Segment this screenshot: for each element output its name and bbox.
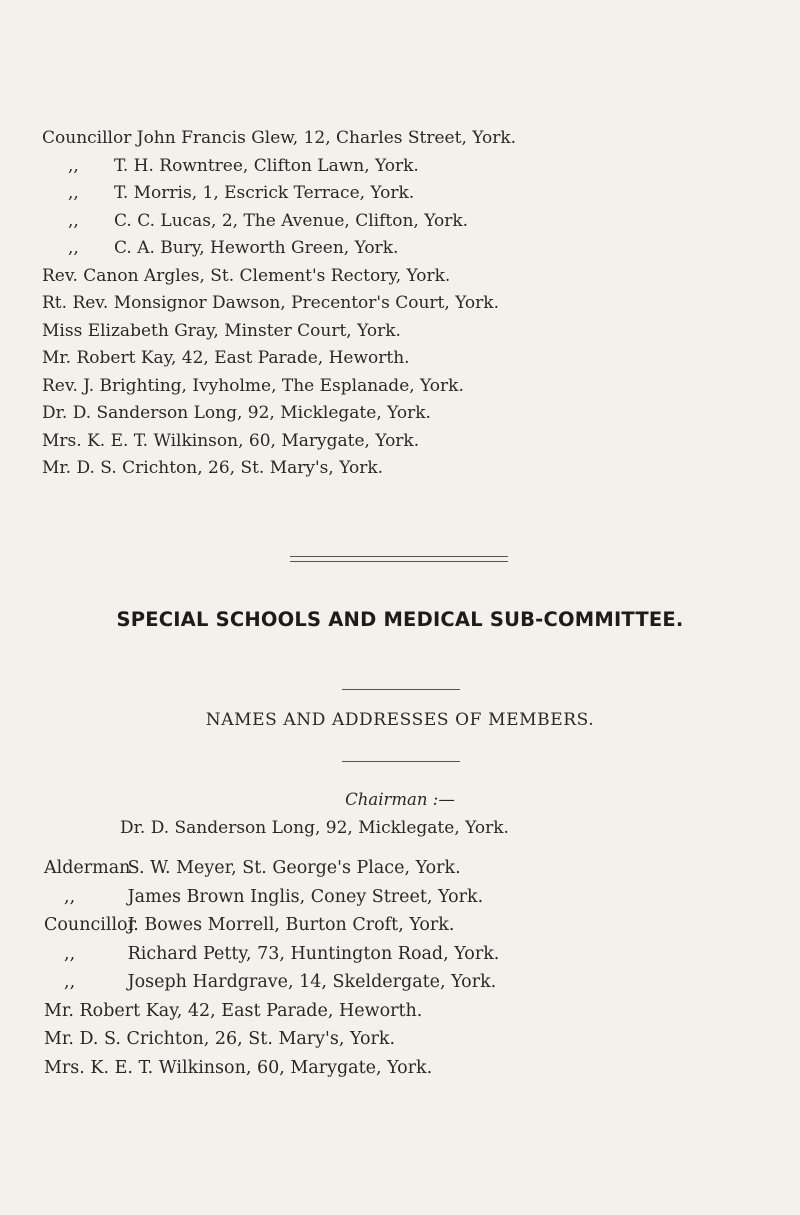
member-entry: John Francis Glew, 12, Charles Street, York. [136,128,517,148]
list-item [42,458,762,486]
member-entry: Rev. J. Brighting, Ivyholme, The Esplanade, York. [42,375,464,396]
list-item [44,858,764,887]
ditto-mark: ,, [68,210,79,231]
member-entry: T. Morris, 1, Escrick Terrace, York. [114,183,415,203]
subcommittee-member-list [44,858,764,1086]
list-item [44,915,764,944]
member-entry: C. A. Bury, Heworth Green, York. [114,238,399,258]
list-item [42,321,762,349]
member-entry: Miss Elizabeth Gray, Minster Court, York. [42,320,401,341]
member-entry: James Brown Inglis, Coney Street, York. [127,886,484,907]
list-item [44,1001,764,1030]
chairman-label: Chairman :— [345,790,455,809]
member-entry: Mrs. K. E. T. Wilkinson, 60, Marygate, York. [42,430,420,451]
section-heading: SPECIAL SCHOOLS AND MEDICAL SUB-COMMITTEE. [116,608,684,631]
list-item [42,376,762,404]
list-item [44,972,764,1001]
ditto-mark: ,, [68,238,79,258]
list-item [44,944,764,973]
member-title: Alderman [44,858,131,878]
member-title: Councillor [42,128,132,148]
list-item [42,348,762,376]
ditto-mark: ,, [64,886,76,907]
member-entry: Rev. Canon Argles, St. Clement's Rectory, York. [42,265,451,286]
ditto-mark: ,, [68,183,79,203]
member-entry: T. H. Rowntree, Clifton Lawn, York. [114,155,419,176]
ditto-mark: ,, [64,972,76,992]
member-entry: Rt. Rev. Monsignor Dawson, Precentor's Court, York. [42,293,499,313]
member-entry: Dr. D. Sanderson Long, 92, Micklegate, York. [42,403,431,423]
committee-member-list [42,128,762,486]
list-item [42,128,762,156]
member-entry: Mrs. K. E. T. Wilkinson, 60, Marygate, York. [44,1057,433,1078]
member-entry: Mr. Robert Kay, 42, East Parade, Heworth. [44,1000,423,1021]
member-entry: Mr. D. S. Crichton, 26, St. Mary's, York. [42,458,384,478]
list-item [42,211,762,239]
list-item [44,1029,764,1058]
divider [342,689,460,690]
double-divider [290,556,508,562]
list-item [42,238,762,266]
list-item [42,266,762,294]
member-entry: J. Bowes Morrell, Burton Croft, York. [127,915,455,935]
list-item [42,183,762,211]
chairman-entry: Dr. D. Sanderson Long, 92, Micklegate, York. [120,818,509,838]
member-title: Councillor [44,915,136,935]
divider [342,761,460,762]
ditto-mark: ,, [64,943,76,964]
section-subheading: NAMES AND ADDRESSES OF MEMBERS. [205,710,595,730]
list-item [44,887,764,916]
list-item [42,293,762,321]
member-entry: Mr. Robert Kay, 42, East Parade, Heworth. [42,348,410,368]
member-entry: Mr. D. S. Crichton, 26, St. Mary's, York. [44,1029,396,1049]
list-item [42,156,762,184]
member-entry: S. W. Meyer, St. George's Place, York. [127,858,461,878]
list-item [44,1058,764,1087]
list-item [42,403,762,431]
member-entry: C. C. Lucas, 2, The Avenue, Clifton, York. [114,210,469,231]
member-entry: Joseph Hardgrave, 14, Skeldergate, York. [127,972,497,992]
ditto-mark: ,, [68,155,79,176]
member-entry: Richard Petty, 73, Huntington Road, York. [127,943,500,964]
list-item [42,431,762,459]
